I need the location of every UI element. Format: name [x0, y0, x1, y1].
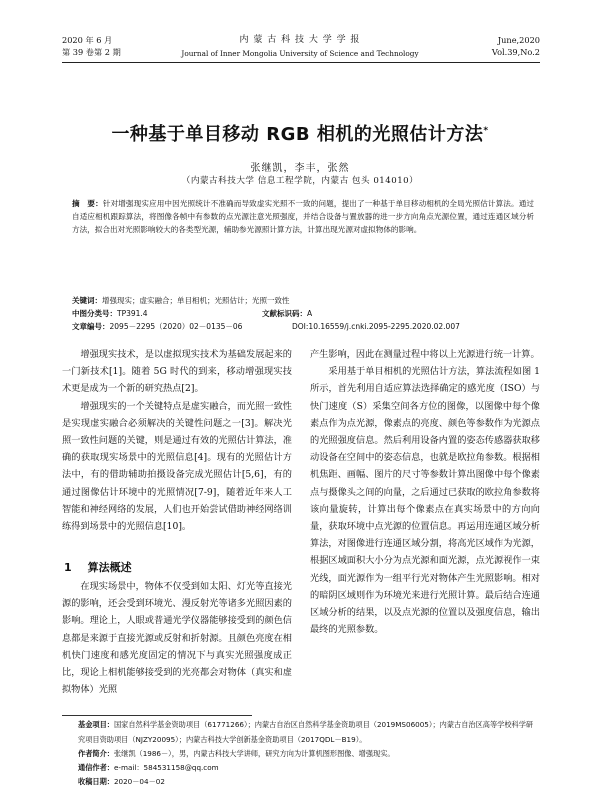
author-bio-label: 作者简介： — [78, 749, 114, 758]
left-column-section1 — [62, 578, 292, 698]
doi: DOI:10.16559/j.cnki.2095-2295.2020.02.007 — [292, 322, 460, 331]
clc-value: TP391.4 — [117, 309, 148, 318]
section-heading-1 — [64, 559, 132, 575]
footnote-received — [78, 775, 540, 790]
footnote-funding — [78, 718, 540, 748]
paper-title — [0, 120, 600, 146]
title-footnote-mark: * — [483, 126, 489, 136]
section1-paragraph-1: 在现实场景中，物体不仅受到如太阳、灯光等直接光源的影响，还会受到环境光、漫反射光等诸多光照因素的影响。理论上，人眼或普通光学仪器能够接受到的颜色信息都是来源于直接光源或反射和折射源。且颜色亮度在相机快门速度和感光度固定的情况下与真实光照强度成正比，现论上相机能够接受到的光亮都会对物体（真实和虚拟物体）光照 — [62, 581, 292, 696]
clc-number — [72, 307, 148, 320]
section-title: 算法概述 — [87, 561, 132, 574]
fund-text: 国家自然科学基金资助项目（61771266）；内蒙古自治区自然科学基金资助项目（2019MS06005）；内蒙古自治区高等学校科学研究项目资助项目（NJZY20095）；内蒙古科技大学创新基金资助项目（2017QDL－B19）。 — [78, 720, 534, 744]
right-paragraph-method: 采用基于单目相机的光照估计方法，算法流程如图 1 所示，首先利用自适应算法选择确定的感光度（ISO）与快门速度（S）采集空间各方位的图像，以图像中每个像素点作为点光源，像素点的亮度、颜色等参数作为光源点的光照强度信息。然后利用设备内置的姿态传感器获取移动设备在空间中的姿态信息，也就是欧拉角参数。根据相机焦距、画幅、图片的尺寸等参数计算出图像中每个像素点与摄像头之间的向量，之后通过已获取的欧拉角参数将该向量旋转，计算出每个像素点在真实场景中的方向向量，获取环境中点光源的位置信息。再运用连通区域分析算法，对图像进行连通区域分割，将高光区域作为光源，根据区域面积大小分为点光源和面光源，点光源视作一束光线，面光源作为一组平行光对物体产生光照影响。相对的暗阴区域则作为环境光来进行光照计算。最后结合连通区域分析的结果，以及点光源的位置以及强度信息，输出最终的光照参数。 — [310, 366, 540, 636]
right-column — [310, 346, 540, 638]
article-no-value: 2095－2295（2020）02－0135－06 — [109, 322, 243, 331]
header-journal-en: Journal of Inner Mongolia University of Science and Technology — [181, 49, 419, 58]
footnote-rule — [62, 715, 252, 716]
header-volume-en: Vol.39,No.2 — [491, 47, 540, 57]
header-journal-cn: 内 蒙 古 科 技 大 学 学 报 — [239, 35, 361, 45]
header-volume-cn: 第 39 卷第 2 期 — [62, 47, 121, 57]
intro-paragraph-2: 增强现实的一个关键特点是虚实融合，而光照一致性是实现虚实融合必须解决的关键性问题之一[3]。解决光照一致性问题的关键，则是通过有效的光照估计算法，准确的获取现实场景中的光照信息[4]。现有的光照估计方法中，有的借助辅助拍摄设备完成光照估计[5,6]，有的通过图像估计环境中的光照情况[7-9]，随着近年来人工智能和神经网络的发展，人们也开始尝试借助神经网络训练得到场景中的光照信息[10]。 — [62, 400, 292, 533]
author-list: 张继凯，李丰，张然 — [250, 163, 350, 174]
email-label: 通信作者： — [78, 763, 114, 772]
affiliation: （内蒙古科技大学 信息工程学院，内蒙古 包头 014010） — [181, 176, 419, 186]
doc-code-label: 文献标识码： — [262, 309, 307, 318]
doc-code-value: A — [307, 309, 313, 318]
keywords-label: 关键词： — [72, 296, 102, 305]
fund-label: 基金项目： — [78, 720, 114, 729]
header-date-en: June,2020 — [497, 35, 540, 45]
document-code — [262, 307, 312, 320]
author-bio-text: 张继凯（1986－），男，内蒙古科技大学讲师，研究方向为计算机图形图像、增强现实。 — [113, 749, 395, 758]
abstract — [72, 197, 534, 236]
received-label: 收稿日期： — [78, 777, 114, 786]
left-column-intro — [62, 346, 292, 535]
article-no-label: 文章编号： — [72, 322, 110, 331]
keywords-text: 增强现实；虚实融合；单目相机；光照估计；光照一致性 — [102, 296, 290, 305]
paper-title-text: 一种基于单目移动 RGB 相机的光照估计方法 — [111, 124, 484, 145]
section-number: 1 — [64, 561, 72, 574]
clc-label: 中图分类号： — [72, 309, 117, 318]
email-text: e-mail：584531158@qq.com — [113, 763, 219, 772]
received-date: 2020－04－02 — [113, 777, 165, 786]
intro-paragraph-1: 增强现实技术，是以虚拟现实技术为基础发展起来的一门新技术[1]。随着 5G 时代的到来，移动增强现实技术更是成为一个新的研究热点[2]。 — [62, 349, 292, 395]
abstract-label: 摘 要： — [72, 199, 103, 208]
footnote-author — [78, 747, 540, 762]
keywords — [72, 294, 290, 307]
footnote-email — [78, 761, 540, 776]
article-number — [72, 320, 242, 333]
header-date-cn: 2020 年 6 月 — [62, 35, 113, 45]
header-rule — [62, 62, 540, 63]
abstract-text: 针对增强现实应用中因光照统计不准确而导致虚实光照不一致的问题，提出了一种基于单目移动相机的全局光照估计算法。通过自适应相机跟踪算法，将图像各帧中有参数的点光源注意光照强度，并结合设备与置放器的进一步方向角点光源位置，通过连通区域分析方法，拟合出对光照影响较大的各类型光源，辅助参光源照计算方法，计算出现光源对虚拟物体的影响。 — [72, 199, 534, 235]
right-paragraph-continued: 产生影响，因此在测量过程中将以上光源进行统一计算。 — [310, 349, 540, 360]
